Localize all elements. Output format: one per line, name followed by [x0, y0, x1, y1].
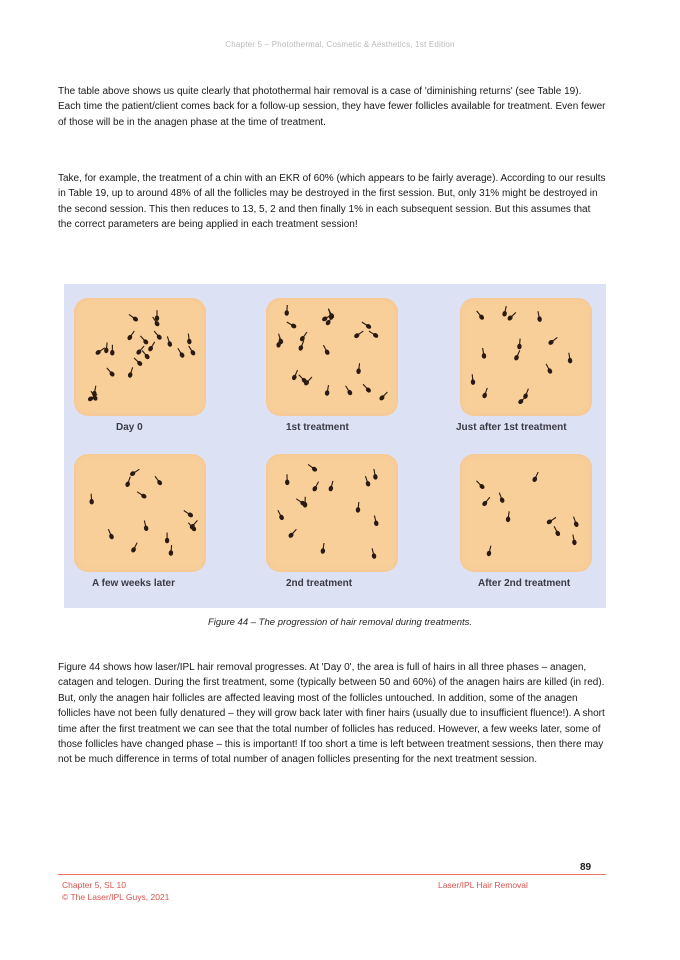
hair-follicle-icon — [571, 516, 579, 528]
hair-follicle-icon — [328, 480, 335, 492]
hair-follicle-icon — [370, 548, 377, 560]
hair-follicle-icon — [356, 502, 362, 513]
panel-label-1st-treatment: 1st treatment — [286, 422, 349, 433]
hair-follicle-icon — [130, 542, 139, 554]
hair-follicle-icon — [165, 533, 169, 544]
hair-follicle-icon — [136, 490, 147, 500]
hair-follicle-icon — [571, 534, 577, 545]
hair-follicle-icon — [505, 511, 511, 522]
hair-follicle-icon — [497, 492, 505, 504]
hair-follicle-icon — [291, 369, 299, 381]
hair-follicle-icon — [153, 475, 163, 486]
figure-caption: Figure 44 – The progression of hair removal during treatments. — [207, 617, 473, 628]
body-paragraph-2: Take, for example, the treatment of a chin with an EKR of 60% (which appears to be fairly average). According to our results in Table 19, up to around 48% of all the follicles may be destroyed in the first session. But, only 31% might be destroyed in the second session. This then reduces to 13, 5, 2 and then finally 1% in each subsequent session. But this assumes that the correct parameters are being applied in each treatment session! — [58, 173, 606, 231]
panel-label-after-2nd: After 2nd treatment — [478, 578, 571, 589]
footer-copyright: © The Laser/IPL Guys, 2021 — [62, 892, 170, 902]
hair-follicle-icon — [361, 383, 372, 394]
hair-follicle-icon — [513, 350, 521, 362]
hair-follicle-icon — [544, 363, 553, 375]
hair-follicle-icon — [532, 471, 541, 483]
hair-follicle-icon — [321, 344, 330, 356]
hair-follicle-icon — [126, 330, 136, 341]
body-paragraph-3: Figure 44 shows how laser/IPL hair removal progresses. At 'Day 0', the area is full of hairs in all three phases – anagen, catagen and telogen. During the first treatment, some (typically between 50 and 60%) of the anagen hairs are killed (in red). But, only the anagen hair follicles are affected leaving most of the follicles untouched. In addition, some of the anagen follicles have not been fully denatured – they will grow back later with finer hairs (usually due to insufficient fluence!). A short time after the first treatment we can see that the total number of follicles has reduced. However, a few weeks later, some of those follicles have changed phase – this is important! If too short a time is left between treatment sessions, then there may not be much difference in terms of total number of anagen follicles presenting for the next treatment session. — [58, 662, 605, 766]
hair-follicle-icon — [475, 479, 486, 490]
page-number: 89 — [580, 862, 592, 873]
hair-follicle-icon — [475, 310, 485, 321]
hair-follicle-icon — [486, 545, 493, 557]
footer-divider — [58, 874, 606, 875]
hair-follicle-icon — [307, 463, 318, 473]
hair-follicle-icon — [165, 336, 173, 348]
hair-follicle-icon — [286, 320, 298, 329]
hair-follicle-icon — [361, 320, 372, 330]
hair-follicle-icon — [152, 330, 162, 341]
hair-follicle-icon — [129, 467, 140, 477]
hair-follicle-icon — [299, 331, 309, 342]
hair-follicle-icon — [536, 311, 543, 322]
skin-panel-just-after-1st — [460, 298, 592, 416]
hair-follicle-icon — [480, 348, 486, 359]
hair-follicle-icon — [546, 516, 557, 526]
hair-follicle-icon — [567, 352, 573, 363]
hair-follicle-icon — [155, 310, 159, 321]
hair-follicle-icon — [106, 528, 114, 540]
hair-follicle-icon — [186, 333, 192, 344]
hair-follicle-icon — [517, 338, 522, 349]
hair-follicle-icon — [507, 311, 518, 322]
hair-follicle-icon — [285, 474, 290, 485]
hair-follicle-icon — [125, 476, 133, 488]
hair-follicle-icon — [363, 475, 371, 487]
panel-label-just-after-1st: Just after 1st treatment — [456, 422, 567, 433]
hair-follicle-icon — [298, 340, 306, 352]
hair-follicle-icon — [132, 356, 143, 367]
hair-follicle-icon — [344, 385, 353, 396]
hair-follicle-icon — [147, 341, 156, 353]
panel-label-day-0: Day 0 — [116, 422, 143, 433]
skin-panel-day-0 — [74, 298, 206, 416]
hair-follicle-icon — [368, 329, 379, 339]
hair-follicle-icon — [139, 334, 149, 345]
footer-book-title: Laser/IPL Hair Removal — [438, 880, 528, 890]
hair-follicle-icon — [482, 387, 490, 399]
hair-follicle-icon — [183, 509, 194, 519]
hair-follicle-icon — [89, 494, 94, 505]
hair-follicle-icon — [176, 347, 185, 358]
footer-chapter-ref: Chapter 5, SL 10 — [62, 880, 126, 890]
hair-follicle-icon — [127, 367, 135, 379]
hair-follicle-icon — [356, 363, 362, 374]
hair-follicle-icon — [372, 515, 379, 527]
hair-removal-figure — [64, 284, 606, 608]
hair-follicle-icon — [135, 345, 145, 356]
hair-follicle-icon — [324, 385, 330, 396]
body-paragraph-1: The table above shows us quite clearly that photothermal hair removal is a case of 'diminishing returns' (see Table 19). Each time the patient/client comes back for a follow-up session, they have fewer follicles available for treatment. Even fewer of those will be in the anagen phase at the time of treatment. — [58, 86, 606, 128]
skin-panel-few-weeks-later — [74, 454, 206, 572]
running-header: Chapter 5 – Photothermal, Cosmetic & Aesthetics, 1st Edition — [225, 40, 455, 49]
hair-follicle-icon — [168, 545, 173, 556]
skin-panel-after-2nd — [460, 454, 592, 572]
hair-follicle-icon — [110, 345, 115, 356]
hair-follicle-icon — [284, 305, 289, 316]
hair-follicle-icon — [470, 374, 476, 385]
hair-follicle-icon — [353, 329, 364, 339]
hair-follicle-icon — [481, 496, 491, 507]
panel-label-2nd-treatment: 2nd treatment — [286, 578, 353, 589]
hair-follicle-icon — [128, 313, 139, 323]
skin-panel-1st-treatment — [266, 298, 398, 416]
hair-follicle-icon — [547, 336, 558, 346]
hair-follicle-icon — [142, 520, 149, 532]
skin-panel-2nd-treatment — [266, 454, 398, 572]
hair-follicle-icon — [378, 390, 389, 401]
hair-follicle-icon — [522, 388, 530, 400]
hair-follicle-icon — [517, 394, 528, 405]
hair-follicle-icon — [372, 469, 378, 480]
hair-follicle-icon — [502, 305, 509, 316]
hair-follicle-icon — [552, 525, 561, 537]
hair-follicle-icon — [105, 366, 115, 377]
hair-follicle-icon — [312, 481, 321, 493]
panel-label-few-weeks-later: A few weeks later — [92, 578, 176, 589]
hair-follicle-icon — [320, 543, 326, 554]
hair-follicle-icon — [276, 509, 285, 521]
hair-follicle-icon — [187, 345, 196, 356]
hair-follicle-icon — [288, 528, 298, 539]
